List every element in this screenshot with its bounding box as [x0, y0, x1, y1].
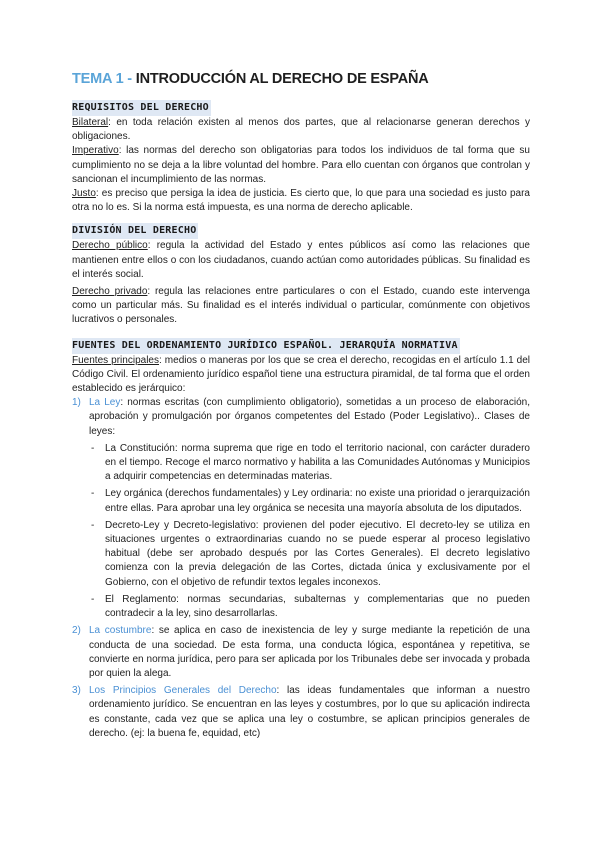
paragraph-bilateral — [72, 116, 530, 144]
text-imperativo: : las normas del derecho son obligatorias para todos los individuos de tal forma que su cumplimiento no se deja a la libre voluntad del hombre. Para ello cuentan con órganos que controlan y sancionan el incumplimiento de las normas. — [72, 145, 530, 185]
term-imperativo: Imperativo — [72, 145, 119, 157]
source-name-ley: La Ley — [89, 397, 121, 409]
term-fuentes-principales: Fuentes principales — [72, 354, 159, 366]
term-bilateral: Bilateral — [72, 117, 109, 128]
ley-item-organica: - Ley orgánica (derechos fundamentales) y Ley ordinaria: no existe una prioridad o jerarquización entre ellas. Para aprobar una ley orgánica se necesita una mayoría absoluta de los diputados. — [89, 487, 530, 515]
source-text-principios: : las ideas fundamentales que informan a nuestro ordenamiento jurídico. Se encuentran en las leyes y costumbres, por lo que su aplicación indirecta es constante, cada vez que se aplica una ley o costumbre, se aplican principios generales de derecho. (ej: la buena fe, equidad, etc) — [89, 685, 530, 739]
source-name-principios: Los Principios Generales del Derecho — [89, 685, 277, 697]
section-heading-division: DIVISIÓN DEL DERECHO — [72, 223, 198, 239]
list-item-principios — [72, 684, 530, 741]
ley-item-constitucion: - La Constitución: norma suprema que rige en todo el territorio nacional, con carácter duradero en el tiempo. Recoge el marco normativo y habilita a las Comunidades Autónomas y Municipios a adquirir competencias en determinadas materias. — [89, 442, 530, 485]
section-heading-requisitos: REQUISITOS DEL DERECHO — [72, 100, 211, 116]
source-name-costumbre: La costumbre — [89, 625, 152, 637]
paragraph-justo — [72, 187, 530, 215]
text-bilateral: : en toda relación existen al menos dos partes, que al relacionarse generan derechos y obligaciones. — [72, 117, 530, 143]
page-title — [72, 70, 530, 88]
title-text: INTRODUCCIÓN AL DERECHO DE ESPAÑA — [135, 71, 429, 87]
list-number-ley: 1) — [72, 397, 81, 409]
list-item-ley — [72, 396, 530, 621]
list-number-principios: 3) — [72, 685, 81, 697]
paragraph-derecho-privado — [72, 285, 530, 328]
list-number-costumbre: 2) — [72, 625, 81, 637]
ley-item-reglamento: - El Reglamento: normas secundarias, subalternas y complementarias que no pueden contradecir a la ley, sino desarrollarlas. — [89, 593, 530, 621]
text-derecho-publico: : regula la actividad del Estado y entes públicos así como las relaciones que mantienen entre ellos o con los ciudadanos, cuando actúan como autoridades públicas. Su finalidad es el interés social. — [72, 240, 530, 280]
title-number: TEMA 1 - — [72, 71, 136, 87]
text-derecho-privado: : regula las relaciones entre particulares o con el Estado, cuando este intervenga como un particular más. Su finalidad es el interés individual o particular, comúnmente con objetivos lucrativos o personales. — [72, 286, 530, 326]
paragraph-derecho-publico — [72, 239, 530, 282]
fuentes-list — [72, 396, 530, 741]
paragraph-fuentes-intro — [72, 354, 530, 397]
list-item-costumbre — [72, 624, 530, 681]
section-heading-fuentes: FUENTES DEL ORDENAMIENTO JURÍDICO ESPAÑOL. JERARQUÍA NORMATIVA — [72, 338, 460, 354]
term-derecho-privado: Derecho privado — [72, 286, 148, 298]
text-justo: : es preciso que persiga la idea de justicia. Es cierto que, lo que para una sociedad es justo para otra no lo es. Si la norma está impuesta, es una norma de derecho aplicable. — [72, 188, 530, 214]
source-text-costumbre: : se aplica en caso de inexistencia de ley y surge mediante la repetición de una conducta de una sociedad. De esta forma, una conducta lógica, espontánea y repetitiva, se convierte en norma jurídica, pero para ser aplicada por los Tribunales debe ser invocada y probada por quien la alega. — [89, 625, 530, 679]
ley-item-decreto: - Decreto-Ley y Decreto-legislativo: provienen del poder ejecutivo. El decreto-ley se utiliza en situaciones urgentes o extraordinarias cuando no se puede esperar al proceso legislativo habitual (debe ser aprobado después por las Cortes Generales). El decreto legislativo comienza con la previa delegación de las Cortes, dictada única y exclusivamente por el Gobierno, con el objetivo de refundir textos legales inconexos. — [89, 519, 530, 590]
leyes-list — [89, 442, 530, 621]
term-derecho-publico: Derecho público — [72, 240, 148, 252]
paragraph-imperativo — [72, 144, 530, 187]
source-text-ley: : normas escritas (con cumplimiento obligatorio), sometidas a un proceso de elaboración, aprobación y promulgación por órganos competentes del Estado (Poder Legislativo).. Clases de leyes: — [89, 397, 530, 437]
term-justo: Justo — [72, 188, 96, 200]
text-fuentes-intro: : medios o maneras por los que se crea el derecho, recogidas en el artículo 1.1 del Código Civil. El ordenamiento jurídico español tiene una estructura piramidal, de tal forma que el orden establecido es jerárquico: — [72, 354, 531, 395]
